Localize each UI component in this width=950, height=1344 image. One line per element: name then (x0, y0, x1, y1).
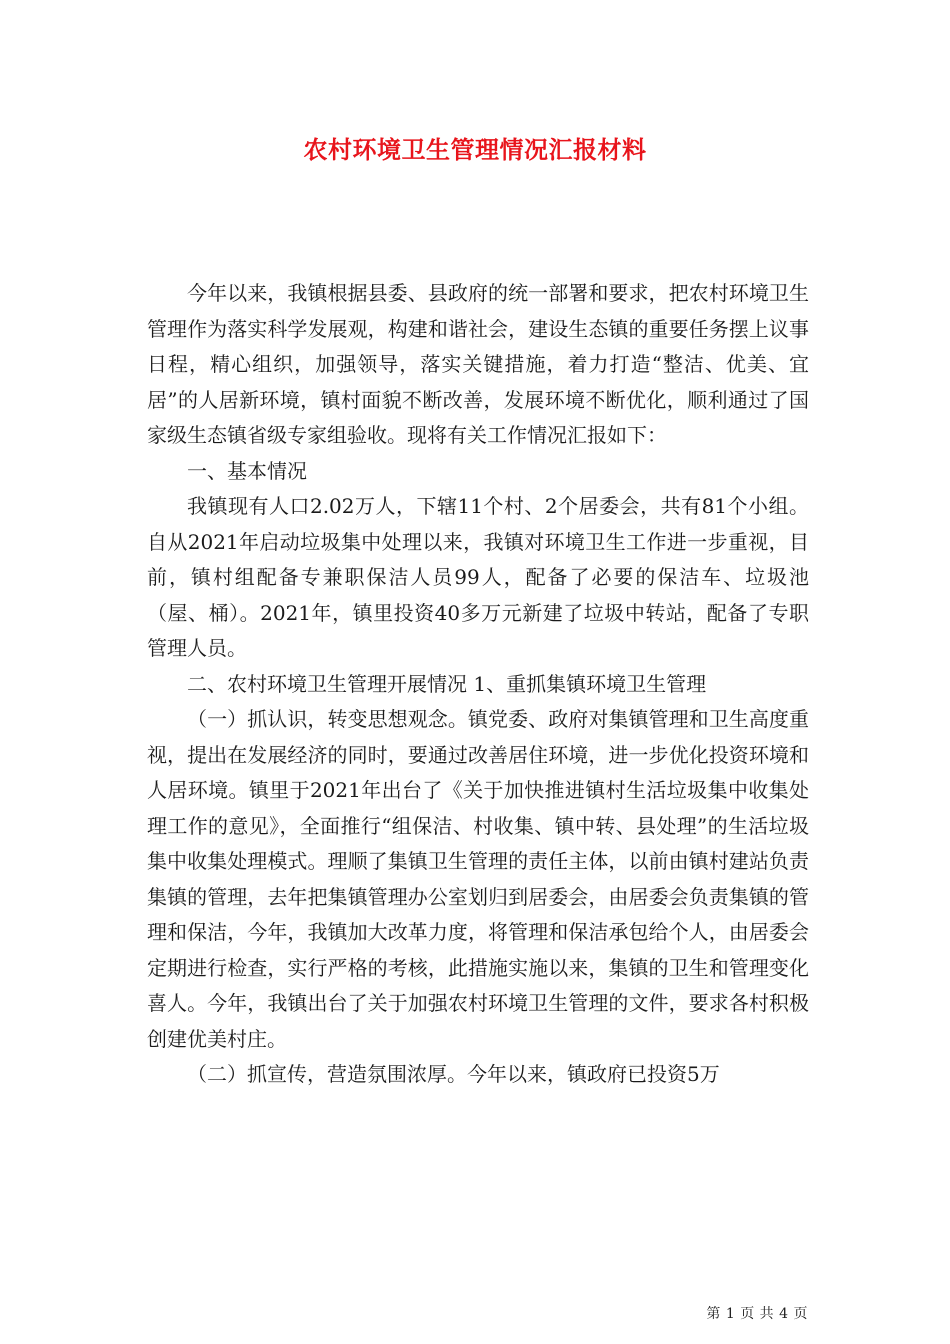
page-number: 第 1 页 共 4 页 (706, 1306, 808, 1322)
section-heading-management: 二、农村环境卫生管理开展情况 1、重抓集镇环境卫生管理 (187, 671, 707, 696)
awareness-paragraph: （一）抓认识，转变思想观念。镇党委、政府对集镇管理和卫生高度重视，提出在发展经济的同时，要通过改善居住环境，进一步优化投资环境和人居环境。镇里于2021年出台了《关于加快推进镇村生活垃圾集中收集处理工作的意见》，全面推行“组保洁、村收集、镇中转、县处理”的生活垃圾集中收集处理模式。理顺了集镇卫生管理的责任主体，以前由镇村建站负责集镇的管理，去年把集镇管理办公室划归到居委会，由居委会负责集镇的管理和保洁，今年，我镇加大改革力度，将管理和保洁承包给个人，由居委会定期进行检查，实行严格的考核，此措施实施以来，集镇的卫生和管理变化喜人。今年，我镇出台了关于加强农村环境卫生管理的文件，要求各村积极创建优美村庄。 (147, 707, 809, 1051)
document-body (147, 276, 809, 1093)
basic-situation-paragraph: 我镇现有人口2.02万人，下辖11个村、2个居委会，共有81个小组。自从2021年启动垃圾集中处理以来，我镇对环境卫生工作进一步重视，目前，镇村组配备专兼职保洁人员99人，配备了必要的保洁车、垃圾池（屋、桶）。2021年，镇里投资40多万元新建了垃圾中转站，配备了专职管理人员。 (147, 494, 809, 660)
publicity-paragraph: （二）抓宣传，营造氛围浓厚。今年以来，镇政府已投资5万 (187, 1062, 720, 1086)
intro-paragraph: 今年以来，我镇根据县委、县政府的统一部署和要求，把农村环境卫生管理作为落实科学发展观，构建和谐社会，建设生态镇的重要任务摆上议事日程，精心组织，加强领导，落实关键措施，着力打造“整洁、优美、宜居”的人居新环境，镇村面貌不断改善，发展环境不断优化，顺利通过了国家级生态镇省级专家组验收。现将有关工作情况汇报如下： (147, 281, 809, 447)
section-heading-basic: 一、基本情况 (187, 458, 307, 483)
document-title: 农村环境卫生管理情况汇报材料 (303, 135, 647, 164)
